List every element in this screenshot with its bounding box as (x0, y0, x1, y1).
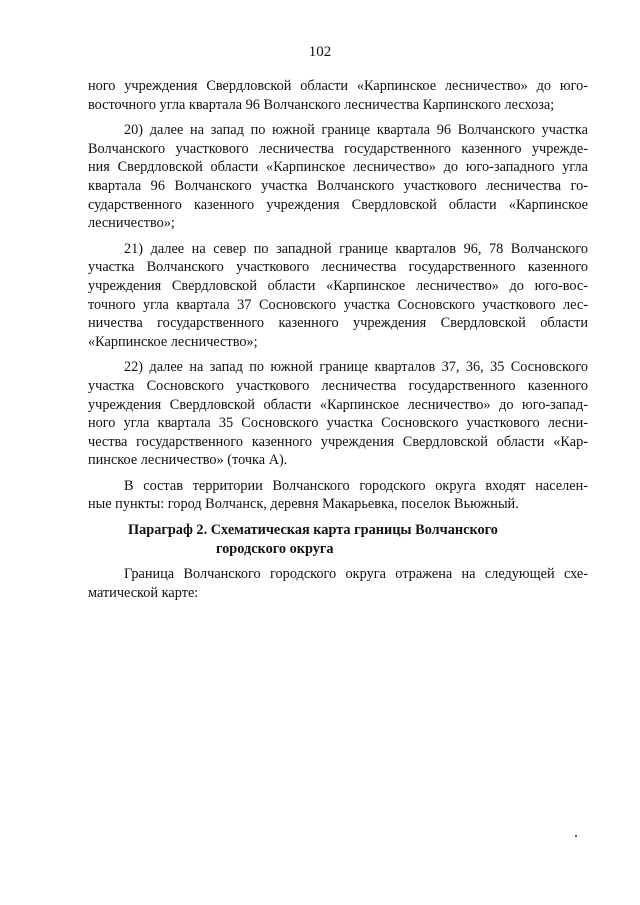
text-line: ничества государственного казенного учреждения Свердловской области (88, 315, 588, 332)
text-line: В состав территории Волчанского городского округа входят населен- (124, 477, 588, 494)
text-line: Граница Волчанского городского округа отражена на следующей схе- (124, 566, 588, 583)
document-body (88, 77, 588, 609)
text-line: лесничество»; (88, 215, 175, 232)
text-line: ния Свердловской области «Карпинское лесничество» до юго-западного угла (88, 159, 588, 176)
text-line: чества государственного казенного учреждения Свердловской области «Кар- (88, 433, 588, 450)
paragraph-map-intro (88, 565, 588, 602)
text-line: 21) далее на север по западной границе кварталов 96, 78 Волчанского (124, 240, 588, 257)
text-line: матической карте: (88, 584, 199, 601)
scan-speck (575, 835, 577, 837)
text-line: Волчанского участкового лесничества государственного казенного учрежде- (88, 140, 588, 157)
text-line: восточного угла квартала 96 Волчанского лесничества Карпинского лесхоза; (88, 96, 555, 113)
paragraph-item-22 (88, 358, 588, 470)
text-line: квартала 96 Волчанского участка Волчанского участкового лесничества го- (88, 177, 588, 194)
text-line: ного угла квартала 35 Сосновского участка Сосновского участкового лесни- (88, 415, 588, 432)
text-line: ные пункты: город Волчанск, деревня Макарьевка, поселок Вьюжный. (88, 496, 519, 513)
text-line: 22) далее на запад по южной границе кварталов 37, 36, 35 Сосновского (124, 359, 588, 376)
text-line: пинское лесничество» (точка А). (88, 452, 288, 469)
heading-line: Параграф 2. Схематическая карта границы Волчанского (128, 522, 498, 539)
text-line: 20) далее на запад по южной границе квартала 96 Волчанского участка (124, 122, 588, 139)
text-line: ного учреждения Свердловской области «Карпинское лесничество» до юго- (88, 78, 588, 94)
text-line: учреждения Свердловской области «Карпинское лесничество» до юго-запад- (88, 396, 588, 413)
text-line: учреждения Свердловской области «Карпинское лесничество» до юго-вос- (88, 277, 588, 294)
page-number: 102 (308, 44, 332, 60)
text-line: участка Волчанского участкового лесничества государственного казенного (88, 259, 588, 276)
paragraph-item-21 (88, 240, 588, 352)
section-heading (88, 521, 588, 558)
text-line: сударственного казенного учреждения Свердловской области «Карпинское (88, 196, 588, 213)
heading-line: городского округа (216, 540, 334, 557)
text-line: «Карпинское лесничество»; (88, 333, 258, 350)
paragraph-continuation (88, 77, 588, 114)
text-line: участка Сосновского участкового лесничества государственного казенного (88, 377, 588, 394)
text-line: точного угла квартала 37 Сосновского участка Сосновского участкового лес- (88, 296, 588, 313)
paragraph-settlements (88, 477, 588, 514)
paragraph-item-20 (88, 121, 588, 233)
